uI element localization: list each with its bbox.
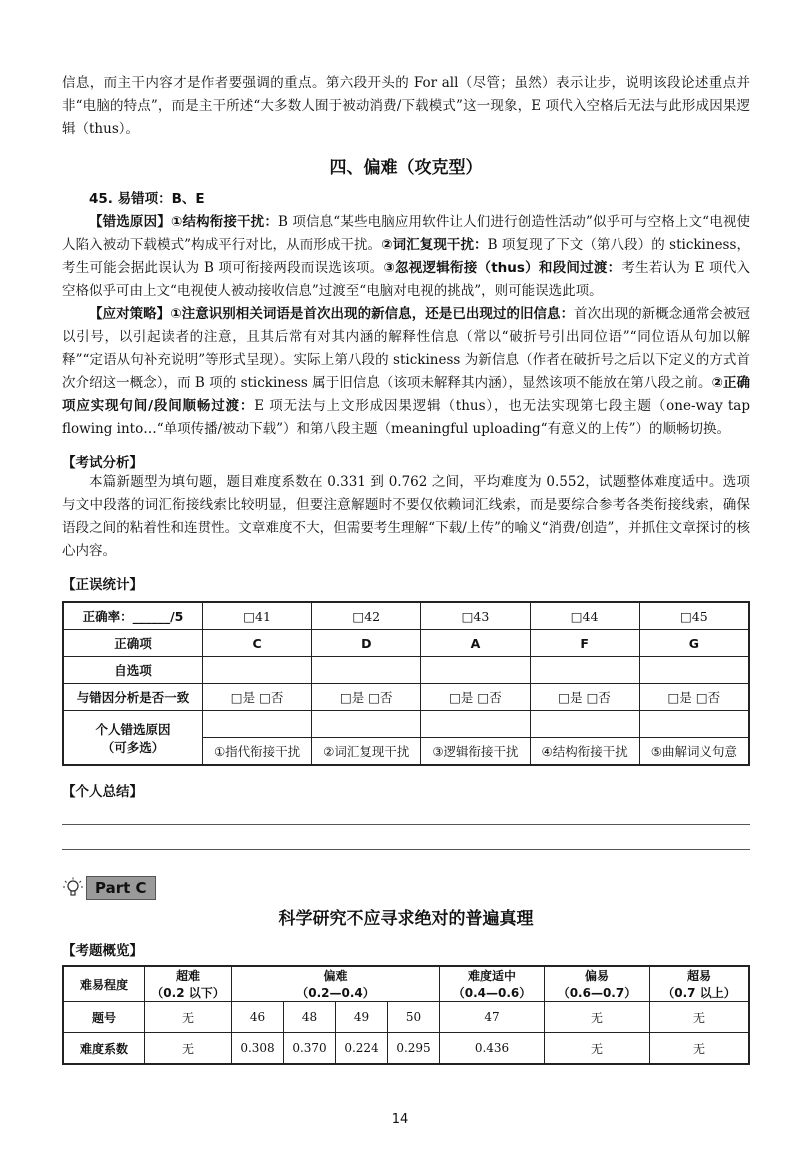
coef-cell: 0.308 bbox=[232, 1033, 284, 1065]
part-c-title: 科学研究不应寻求绝对的普遍真理 bbox=[278, 909, 534, 929]
strategy-1-head: ①注意识别相关词语是首次出现的新信息，还是已出现过的旧信息： bbox=[170, 306, 575, 322]
lightbulb-icon bbox=[62, 877, 84, 899]
reason-option[interactable]: ③逻辑衔接干扰 bbox=[421, 738, 530, 766]
q45-heading: 45. 易错项：B、E bbox=[89, 191, 205, 207]
level-range: （0.4—0.6） bbox=[452, 986, 532, 1000]
stats-label: 【正误统计】 bbox=[62, 577, 143, 593]
coef-cell: 无 bbox=[145, 1033, 232, 1065]
q45-reason bbox=[62, 211, 750, 303]
coef-cell: 0.295 bbox=[388, 1033, 440, 1065]
level-cell bbox=[440, 966, 545, 1002]
reason-option[interactable]: ②词汇复现干扰 bbox=[312, 738, 421, 766]
q43-checkbox[interactable]: □43 bbox=[421, 602, 530, 630]
q44-checkbox[interactable]: □44 bbox=[530, 602, 639, 630]
self-cell[interactable] bbox=[421, 657, 530, 684]
reason-blank[interactable] bbox=[421, 711, 530, 738]
intro-paragraph: 信息，而主干内容才是作者要强调的重点。第六段开头的 For all（尽管；虽然）表示让步，说明该段论述重点并非“电脑的特点”，而是主干所述“大多数人囿于被动消费/下载模式”这一现象，E 项代入空格后无法与此形成因果逻辑（thus）。 bbox=[62, 75, 750, 137]
self-cell[interactable] bbox=[312, 657, 421, 684]
strategy-1-text: 首次出现的新概念通常会被冠以引号，以引起读者的注意，且其后常有对其内涵的解释性信息（常以“破折号引出同位语”“同位语从句加以解释”“定语从句补充说明”等形式呈现）。实际上第八段的 stickiness 为新信息（作者在破折号之后以下定义的方式首次介绍这一概念），而 B 项的 stickiness 属于旧信息（该项未解释其内涵），显然该项不能放在第八段之前。 bbox=[62, 306, 750, 391]
self-cell[interactable] bbox=[530, 657, 639, 684]
level-range: （0.2 以下） bbox=[151, 986, 225, 1000]
level-name: 偏易 bbox=[584, 969, 609, 983]
reason-3-text: 考生若认为 E 项代入空格似乎可由上文“电视使人被动接收信息”过渡至“电脑对电视的挑战”，则可能误选此项。 bbox=[62, 260, 750, 299]
reason-row-label-1: 个人错选原因 bbox=[95, 721, 171, 737]
table-row bbox=[63, 684, 749, 711]
reason-1-text: B 项信息“某些电脑应用软件让人们进行创造性活动”似乎可与空格上文“电视使人陷入被动下载模式”构成平行对比，从而形成干扰。 bbox=[62, 214, 751, 253]
table-row bbox=[63, 711, 749, 738]
reason-1-head: ①结构衔接干扰： bbox=[170, 214, 278, 230]
overview-table bbox=[62, 965, 750, 1065]
number-cell: 50 bbox=[388, 1002, 440, 1033]
reason-blank[interactable] bbox=[530, 711, 639, 738]
number-cell: 49 bbox=[336, 1002, 388, 1033]
correct-rate-cell[interactable]: 正确率：______/5 bbox=[63, 602, 203, 630]
reason-blank[interactable] bbox=[639, 711, 749, 738]
strategy-2-text: E 项无法与上文形成因果逻辑（thus），也无法实现第七段主题（one-way tap flowing into…“单项传播/被动下载”）和第八段主题（meaningful uploading“有意义的上传”）的顺畅切换。 bbox=[62, 398, 750, 437]
level-range: （0.2—0.4） bbox=[296, 986, 375, 1000]
summary-label: 【个人总结】 bbox=[62, 784, 143, 800]
level-name: 偏难 bbox=[323, 969, 348, 983]
coef-row-label: 难度系数 bbox=[63, 1033, 145, 1065]
level-name: 超难 bbox=[175, 969, 200, 983]
number-cell: 无 bbox=[544, 1002, 649, 1033]
number-cell: 47 bbox=[440, 1002, 545, 1033]
coef-cell: 无 bbox=[544, 1033, 649, 1065]
yesno-checkbox[interactable]: □是 □否 bbox=[203, 684, 312, 711]
q42-checkbox[interactable]: □42 bbox=[312, 602, 421, 630]
overview-label: 【考题概览】 bbox=[62, 943, 143, 959]
q45-strategy bbox=[62, 303, 750, 441]
answer-cell: G bbox=[639, 630, 749, 657]
coef-cell: 0.224 bbox=[336, 1033, 388, 1065]
answer-cell: F bbox=[530, 630, 639, 657]
self-cell[interactable] bbox=[639, 657, 749, 684]
answer-cell: C bbox=[203, 630, 312, 657]
reason-2-head: ②词汇复现干扰： bbox=[381, 237, 488, 253]
part-c-badge: Part C bbox=[86, 876, 156, 900]
coef-cell: 0.436 bbox=[440, 1033, 545, 1065]
yesno-checkbox[interactable]: □是 □否 bbox=[639, 684, 749, 711]
answer-row-label: 正确项 bbox=[63, 630, 203, 657]
number-cell: 48 bbox=[284, 1002, 336, 1033]
yesno-checkbox[interactable]: □是 □否 bbox=[312, 684, 421, 711]
level-cell bbox=[544, 966, 649, 1002]
reason-blank[interactable] bbox=[312, 711, 421, 738]
reason-option[interactable]: ⑤曲解词义句意 bbox=[639, 738, 749, 766]
q41-checkbox[interactable]: □41 bbox=[203, 602, 312, 630]
level-name: 难度适中 bbox=[467, 969, 516, 983]
level-name: 超易 bbox=[686, 969, 711, 983]
table-row bbox=[63, 602, 749, 630]
reason-row-label bbox=[63, 711, 203, 766]
consistent-row-label: 与错因分析是否一致 bbox=[63, 684, 203, 711]
level-row-label: 难易程度 bbox=[63, 966, 145, 1002]
section-title: 四、偏难（攻克型） bbox=[329, 158, 483, 178]
coef-cell: 无 bbox=[649, 1033, 749, 1065]
table-row bbox=[63, 630, 749, 657]
level-cell bbox=[232, 966, 440, 1002]
table-row bbox=[63, 1033, 749, 1065]
part-c-header bbox=[62, 876, 750, 900]
level-cell bbox=[145, 966, 232, 1002]
reason-option[interactable]: ④结构衔接干扰 bbox=[530, 738, 639, 766]
reason-2-text: B 项复现了下文（第八段）的 stickiness，考生可能会据此误认为 B 项可衔接两段而误选该项。 bbox=[62, 237, 750, 276]
summary-line-2[interactable] bbox=[62, 825, 750, 850]
reason-blank[interactable] bbox=[203, 711, 312, 738]
level-range: （0.7 以上） bbox=[662, 986, 736, 1000]
strategy-label: 【应对策略】 bbox=[89, 306, 171, 322]
table-row bbox=[63, 1002, 749, 1033]
answer-cell: D bbox=[312, 630, 421, 657]
answer-cell: A bbox=[421, 630, 530, 657]
page-content bbox=[62, 72, 750, 1065]
coef-cell: 0.370 bbox=[284, 1033, 336, 1065]
level-cell bbox=[649, 966, 749, 1002]
table-row bbox=[63, 966, 749, 1002]
number-cell: 无 bbox=[649, 1002, 749, 1033]
self-row-label: 自选项 bbox=[63, 657, 203, 684]
summary-line-1[interactable] bbox=[62, 800, 750, 825]
number-cell: 无 bbox=[145, 1002, 232, 1033]
strategy-2-head: ②正确项应实现句间/段间顺畅过渡： bbox=[62, 375, 751, 414]
table-row bbox=[63, 657, 749, 684]
reason-3-head: ③忽视逻辑衔接（thus）和段间过渡： bbox=[383, 260, 622, 276]
number-row-label: 题号 bbox=[63, 1002, 145, 1033]
reason-label: 【错选原因】 bbox=[89, 214, 171, 230]
number-cell: 46 bbox=[232, 1002, 284, 1033]
level-range: （0.6—0.7） bbox=[557, 986, 637, 1000]
yesno-checkbox[interactable]: □是 □否 bbox=[530, 684, 639, 711]
reason-option[interactable]: ①指代衔接干扰 bbox=[203, 738, 312, 766]
yesno-checkbox[interactable]: □是 □否 bbox=[421, 684, 530, 711]
analysis-label: 【考试分析】 bbox=[62, 455, 143, 471]
stats-table bbox=[62, 601, 750, 766]
self-cell[interactable] bbox=[203, 657, 312, 684]
page-number: 14 bbox=[391, 1112, 409, 1127]
analysis-paragraph: 本篇新题型为填句题，题目难度系数在 0.331 到 0.762 之间，平均难度为 0.552，试题整体难度适中。选项与文中段落的词汇衔接线索比较明显，但要注意解题时不要仅依赖词汇线索，而是要综合参考各类衔接线索，确保语段之间的粘着性和连贯性。文章难度不大，但需要考生理解“下载/上传”的喻义“消费/创造”，并抓住文章探讨的核心内容。 bbox=[62, 474, 750, 559]
q45-checkbox[interactable]: □45 bbox=[639, 602, 749, 630]
reason-row-label-2: （可多选） bbox=[101, 739, 165, 755]
